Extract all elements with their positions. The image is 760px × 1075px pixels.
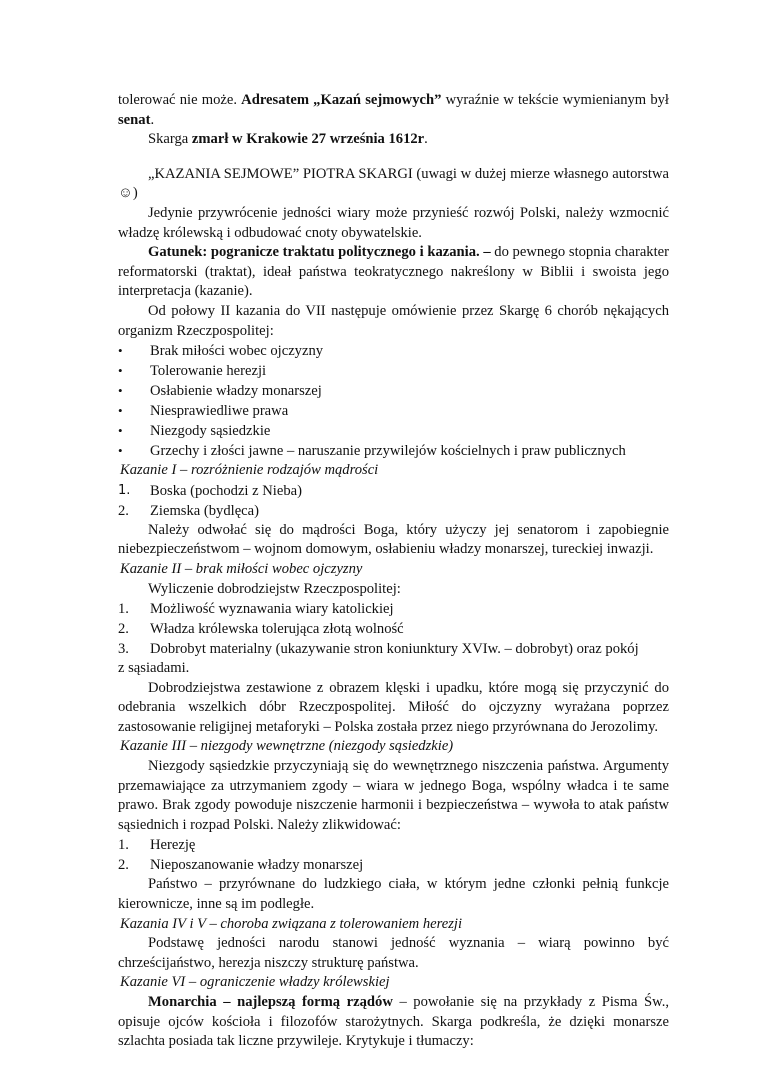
paragraph: Dobrodziejstwa zestawione z obrazem klęski i upadku, które mogą się przyczynić do odebrania wszelkich dóbr Rzeczpospolitej. Miłość do ojczyzny wyrażana poprzez zastosowanie religijnej metaforyki – Polska została przez niego przyrównana do Jerozolimy. <box>118 679 669 735</box>
bold-text: Gatunek: pogranicze traktatu politycznego i kazania. – <box>148 244 491 261</box>
text: wyraźnie w tekście wymienianym był <box>441 92 669 108</box>
subheading-sermon-1 <box>118 461 669 481</box>
diseases-list <box>118 341 669 461</box>
list-item <box>118 599 669 619</box>
paragraph: Od połowy II kazania do VII następuje omówienie przez Skargę 6 chorób nękających organizm Rzeczpospolitej: <box>118 302 669 339</box>
bullet-icon: • <box>118 423 123 439</box>
subheading-sermon-3 <box>118 737 669 757</box>
list-item <box>118 361 669 381</box>
list-item <box>118 639 669 659</box>
text: – powołanie się na przykłady z Pisma Św., opisuje ojców kościoła i filozofów starożytnych. Skarga podkreśla, że dzięki monarsze szlachta posiada tak liczne przywileje. Krytykuje i tłumaczy: <box>118 994 669 1050</box>
bold-text: Monarchia – najlepszą formą rządów <box>148 994 393 1010</box>
list-item <box>118 835 669 855</box>
list-item-text: Ziemska (bydlęca) <box>150 502 259 519</box>
subheading-sermon-2 <box>118 560 669 580</box>
spacer <box>118 150 669 165</box>
list-item <box>118 619 669 639</box>
list-item <box>118 441 669 461</box>
text: tolerować nie może. <box>118 92 242 108</box>
list-item-text: Dobrobyt materialny (ukazywanie stron koniunktury XVIw. – dobrobyt) oraz pokój <box>150 641 639 658</box>
bullet-icon: • <box>118 383 123 399</box>
list-item-text: Możliwość wyznawania wiary katolickiej <box>150 601 394 618</box>
text: Skarga <box>148 131 192 148</box>
list-item-text: Grzechy i złości jawne – naruszanie przywilejów kościelnych i praw publicznych <box>150 443 626 460</box>
section-heading: „KAZANIA SEJMOWE” PIOTRA SKARGI (uwagi w dużej mierze własnego autorstwa ☺) <box>118 165 669 202</box>
list-item-text: Niezgody sąsiedzkie <box>150 423 271 440</box>
list-item <box>118 421 669 441</box>
list-item-text: Brak miłości wobec ojczyzny <box>150 343 324 360</box>
italic-text: Kazanie VI – ograniczenie władzy królewskiej <box>120 974 390 991</box>
paragraph-addressee <box>118 91 669 130</box>
paragraph-death <box>118 130 669 150</box>
subheading-sermon-4-5 <box>118 915 669 935</box>
italic-text: Kazania IV i V – choroba związana z tolerowaniem herezji <box>120 915 463 932</box>
list-item-text: Osłabienie władzy monarszej <box>150 383 322 400</box>
bullet-icon: • <box>118 363 123 379</box>
list-item-text: Tolerowanie herezji <box>150 363 267 380</box>
paragraph-monarchy <box>118 993 669 1052</box>
bullet-icon: • <box>118 343 123 359</box>
list-item-text: Herezję <box>150 837 196 854</box>
paragraph: Państwo – przyrównane do ludzkiego ciała, w którym jedne członki pełnią funkcje kierownicze, inne są im podległe. <box>118 876 669 913</box>
paragraph: Jedynie przywrócenie jedności wiary może przynieść rozwój Polski, należy wzmocnić władzę królewską i odbudować cnoty obywatelskie. <box>118 204 669 241</box>
list-item <box>118 401 669 421</box>
bold-text: zmarł w Krakowie 27 września 1612r <box>191 131 425 148</box>
bold-text: senat <box>118 111 151 128</box>
list-item-text: Władza królewska tolerująca złotą wolność <box>150 621 404 638</box>
list-number: 1. <box>118 482 131 498</box>
list-number: 2. <box>118 621 129 638</box>
italic-text: Kazanie III – niezgody wewnętrzne (niezgody sąsiedzkie) <box>120 738 454 755</box>
paragraph: Niezgody sąsiedzkie przyczyniają się do wewnętrznego niszczenia państwa. Argumenty przemawiające za utrzymaniem zgody – wiara w jednego Boga, wspólny władca i te same prawo. Brak zgody powoduje niszczenie harmonii i bezpieczeństwa – wywoła to atak państw sąsiednich i rozpad Polski. Należy zlikwidować: <box>118 758 669 833</box>
list-number: 1. <box>118 837 129 854</box>
list-number: 1. <box>118 601 129 618</box>
bold-text: Adresatem „Kazań sejmowych” <box>241 92 442 108</box>
list-item-text: Boska (pochodzi z Nieba) <box>150 482 302 499</box>
paragraph: Wyliczenie dobrodziejstw Rzeczpospolitej: <box>148 580 401 597</box>
list-number: 2. <box>118 502 129 519</box>
list-item <box>118 481 669 501</box>
list-item <box>118 341 669 361</box>
list-number: 2. <box>118 857 129 874</box>
paragraph: Należy odwołać się do mądrości Boga, który użyczy jej senatorom i zapobiegnie niebezpieczeństwom – wojnom domowym, osłabieniu władzy monarszej, tureckiej inwazji. <box>118 521 669 558</box>
paragraph: Podstawę jedności narodu stanowi jedność wyznania – wiarą powinno być chrześcijaństwo, herezja niszczy strukturę państwa. <box>118 935 669 971</box>
list-item <box>118 501 669 521</box>
subheading-sermon-6 <box>118 973 669 993</box>
list-item-text: Nieposzanowanie władzy monarszej <box>150 857 364 874</box>
text: . <box>150 111 155 128</box>
text: . <box>424 131 428 148</box>
list-number: 3. <box>118 641 129 658</box>
list-item <box>118 381 669 401</box>
document-page <box>118 91 669 1052</box>
bullet-icon: • <box>118 443 123 459</box>
list-item <box>118 855 669 875</box>
text: do pewnego stopnia charakter reformatorski (traktat), ideał państwa teokratycznego nakreślony w Biblii i swoista jego interpretacja (kazanie). <box>118 244 669 300</box>
italic-text: Kazanie I – rozróżnienie rodzajów mądrości <box>120 462 379 479</box>
bullet-icon: • <box>118 403 123 419</box>
list-item-continuation: z sąsiadami. <box>118 660 190 677</box>
list-item-text: Niesprawiedliwe prawa <box>150 403 289 420</box>
italic-text: Kazanie II – brak miłości wobec ojczyzny <box>120 560 363 577</box>
paragraph-genre <box>118 243 669 302</box>
